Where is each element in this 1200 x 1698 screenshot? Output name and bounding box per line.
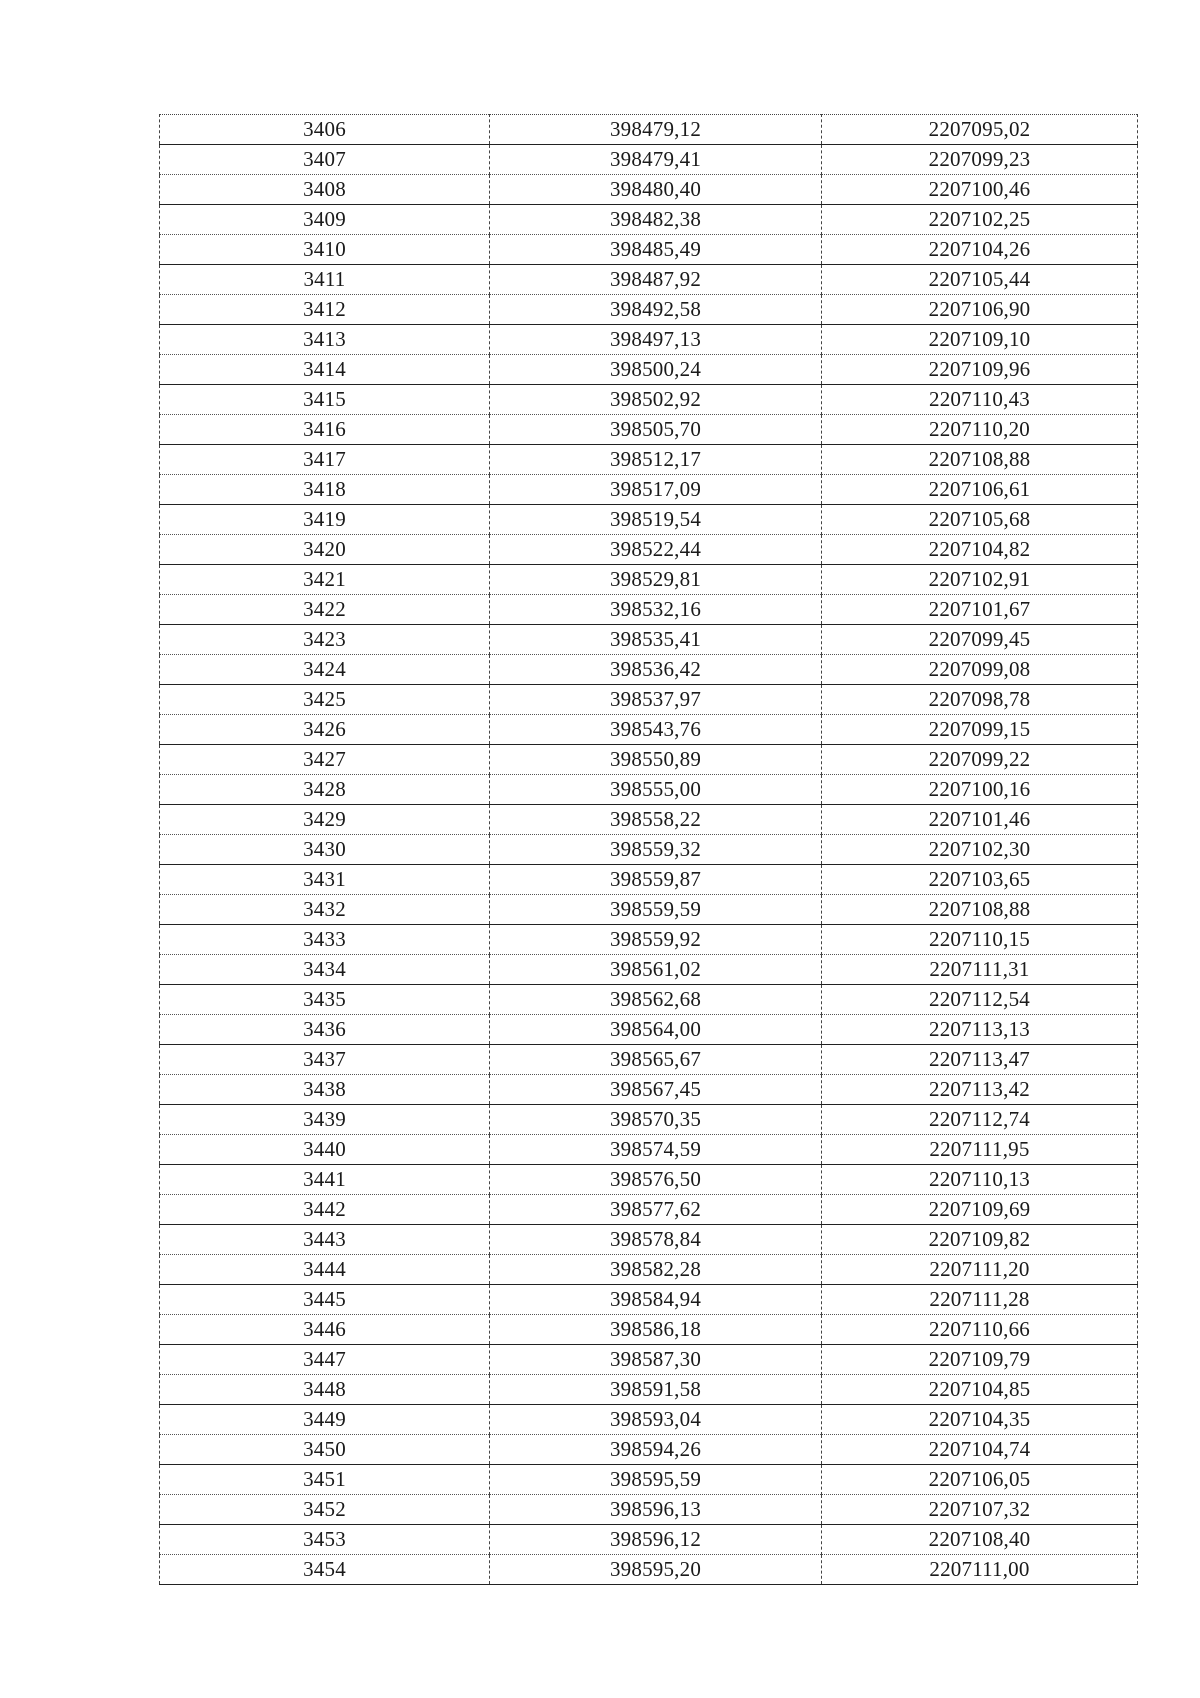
table-row	[160, 205, 1138, 235]
point-number-cell: 3447	[160, 1345, 490, 1375]
y-coordinate-cell: 2207109,69	[822, 1195, 1138, 1225]
point-number-cell: 3449	[160, 1405, 490, 1435]
table-row	[160, 685, 1138, 715]
point-number-cell: 3429	[160, 805, 490, 835]
point-number-cell: 3406	[160, 115, 490, 145]
x-coordinate-cell: 398576,50	[490, 1165, 822, 1195]
table-row	[160, 925, 1138, 955]
x-coordinate-cell: 398505,70	[490, 415, 822, 445]
coordinates-table	[159, 114, 1138, 1585]
table-row	[160, 1195, 1138, 1225]
table-row	[160, 385, 1138, 415]
x-coordinate-cell: 398591,58	[490, 1375, 822, 1405]
y-coordinate-cell: 2207109,10	[822, 325, 1138, 355]
point-number-cell: 3439	[160, 1105, 490, 1135]
point-number-cell: 3448	[160, 1375, 490, 1405]
table-row	[160, 1135, 1138, 1165]
y-coordinate-cell: 2207104,82	[822, 535, 1138, 565]
table-row	[160, 415, 1138, 445]
x-coordinate-cell: 398567,45	[490, 1075, 822, 1105]
x-coordinate-cell: 398487,92	[490, 265, 822, 295]
y-coordinate-cell: 2207099,23	[822, 145, 1138, 175]
y-coordinate-cell: 2207101,67	[822, 595, 1138, 625]
x-coordinate-cell: 398479,41	[490, 145, 822, 175]
y-coordinate-cell: 2207110,15	[822, 925, 1138, 955]
y-coordinate-cell: 2207104,35	[822, 1405, 1138, 1435]
x-coordinate-cell: 398594,26	[490, 1435, 822, 1465]
y-coordinate-cell: 2207106,61	[822, 475, 1138, 505]
table-row	[160, 595, 1138, 625]
table-row	[160, 1045, 1138, 1075]
point-number-cell: 3446	[160, 1315, 490, 1345]
x-coordinate-cell: 398512,17	[490, 445, 822, 475]
x-coordinate-cell: 398517,09	[490, 475, 822, 505]
table-row	[160, 985, 1138, 1015]
x-coordinate-cell: 398582,28	[490, 1255, 822, 1285]
y-coordinate-cell: 2207103,65	[822, 865, 1138, 895]
table-row	[160, 115, 1138, 145]
x-coordinate-cell: 398562,68	[490, 985, 822, 1015]
point-number-cell: 3411	[160, 265, 490, 295]
table-row	[160, 805, 1138, 835]
point-number-cell: 3408	[160, 175, 490, 205]
point-number-cell: 3442	[160, 1195, 490, 1225]
table-row	[160, 565, 1138, 595]
x-coordinate-cell: 398559,32	[490, 835, 822, 865]
table-row	[160, 655, 1138, 685]
x-coordinate-cell: 398543,76	[490, 715, 822, 745]
table-row	[160, 1465, 1138, 1495]
point-number-cell: 3421	[160, 565, 490, 595]
y-coordinate-cell: 2207111,20	[822, 1255, 1138, 1285]
x-coordinate-cell: 398502,92	[490, 385, 822, 415]
y-coordinate-cell: 2207108,88	[822, 895, 1138, 925]
table-row	[160, 355, 1138, 385]
point-number-cell: 3453	[160, 1525, 490, 1555]
y-coordinate-cell: 2207102,91	[822, 565, 1138, 595]
y-coordinate-cell: 2207109,96	[822, 355, 1138, 385]
table-row	[160, 1375, 1138, 1405]
x-coordinate-cell: 398595,20	[490, 1555, 822, 1585]
table-row	[160, 1285, 1138, 1315]
y-coordinate-cell: 2207109,79	[822, 1345, 1138, 1375]
table-row	[160, 445, 1138, 475]
x-coordinate-cell: 398574,59	[490, 1135, 822, 1165]
point-number-cell: 3454	[160, 1555, 490, 1585]
x-coordinate-cell: 398529,81	[490, 565, 822, 595]
table-row	[160, 475, 1138, 505]
point-number-cell: 3416	[160, 415, 490, 445]
y-coordinate-cell: 2207113,13	[822, 1015, 1138, 1045]
y-coordinate-cell: 2207108,40	[822, 1525, 1138, 1555]
x-coordinate-cell: 398537,97	[490, 685, 822, 715]
point-number-cell: 3409	[160, 205, 490, 235]
point-number-cell: 3435	[160, 985, 490, 1015]
table-row	[160, 625, 1138, 655]
x-coordinate-cell: 398500,24	[490, 355, 822, 385]
y-coordinate-cell: 2207111,00	[822, 1555, 1138, 1585]
table-row	[160, 1555, 1138, 1585]
table-row	[160, 1165, 1138, 1195]
point-number-cell: 3445	[160, 1285, 490, 1315]
y-coordinate-cell: 2207104,74	[822, 1435, 1138, 1465]
x-coordinate-cell: 398564,00	[490, 1015, 822, 1045]
point-number-cell: 3426	[160, 715, 490, 745]
table-row	[160, 865, 1138, 895]
x-coordinate-cell: 398570,35	[490, 1105, 822, 1135]
x-coordinate-cell: 398586,18	[490, 1315, 822, 1345]
x-coordinate-cell: 398559,87	[490, 865, 822, 895]
point-number-cell: 3441	[160, 1165, 490, 1195]
point-number-cell: 3414	[160, 355, 490, 385]
x-coordinate-cell: 398485,49	[490, 235, 822, 265]
y-coordinate-cell: 2207111,28	[822, 1285, 1138, 1315]
table-row	[160, 895, 1138, 925]
y-coordinate-cell: 2207099,08	[822, 655, 1138, 685]
point-number-cell: 3451	[160, 1465, 490, 1495]
point-number-cell: 3434	[160, 955, 490, 985]
x-coordinate-cell: 398593,04	[490, 1405, 822, 1435]
point-number-cell: 3436	[160, 1015, 490, 1045]
x-coordinate-cell: 398550,89	[490, 745, 822, 775]
point-number-cell: 3410	[160, 235, 490, 265]
y-coordinate-cell: 2207105,68	[822, 505, 1138, 535]
point-number-cell: 3422	[160, 595, 490, 625]
table-row	[160, 535, 1138, 565]
table-row	[160, 1435, 1138, 1465]
y-coordinate-cell: 2207098,78	[822, 685, 1138, 715]
table-row	[160, 715, 1138, 745]
y-coordinate-cell: 2207112,54	[822, 985, 1138, 1015]
point-number-cell: 3425	[160, 685, 490, 715]
y-coordinate-cell: 2207111,31	[822, 955, 1138, 985]
x-coordinate-cell: 398532,16	[490, 595, 822, 625]
point-number-cell: 3428	[160, 775, 490, 805]
table-row	[160, 175, 1138, 205]
x-coordinate-cell: 398535,41	[490, 625, 822, 655]
point-number-cell: 3452	[160, 1495, 490, 1525]
y-coordinate-cell: 2207108,88	[822, 445, 1138, 475]
point-number-cell: 3420	[160, 535, 490, 565]
point-number-cell: 3443	[160, 1225, 490, 1255]
point-number-cell: 3418	[160, 475, 490, 505]
x-coordinate-cell: 398565,67	[490, 1045, 822, 1075]
table-row	[160, 1075, 1138, 1105]
x-coordinate-cell: 398578,84	[490, 1225, 822, 1255]
x-coordinate-cell: 398559,59	[490, 895, 822, 925]
point-number-cell: 3450	[160, 1435, 490, 1465]
x-coordinate-cell: 398479,12	[490, 115, 822, 145]
y-coordinate-cell: 2207095,02	[822, 115, 1138, 145]
x-coordinate-cell: 398595,59	[490, 1465, 822, 1495]
x-coordinate-cell: 398480,40	[490, 175, 822, 205]
table-row	[160, 1105, 1138, 1135]
x-coordinate-cell: 398492,58	[490, 295, 822, 325]
point-number-cell: 3438	[160, 1075, 490, 1105]
table-row	[160, 1405, 1138, 1435]
table-row	[160, 325, 1138, 355]
table-row	[160, 1225, 1138, 1255]
y-coordinate-cell: 2207110,43	[822, 385, 1138, 415]
y-coordinate-cell: 2207109,82	[822, 1225, 1138, 1255]
table-row	[160, 235, 1138, 265]
table-row	[160, 1495, 1138, 1525]
point-number-cell: 3427	[160, 745, 490, 775]
x-coordinate-cell: 398587,30	[490, 1345, 822, 1375]
table-row	[160, 1255, 1138, 1285]
point-number-cell: 3433	[160, 925, 490, 955]
x-coordinate-cell: 398584,94	[490, 1285, 822, 1315]
point-number-cell: 3415	[160, 385, 490, 415]
x-coordinate-cell: 398522,44	[490, 535, 822, 565]
point-number-cell: 3423	[160, 625, 490, 655]
y-coordinate-cell: 2207113,42	[822, 1075, 1138, 1105]
point-number-cell: 3430	[160, 835, 490, 865]
table-row	[160, 745, 1138, 775]
y-coordinate-cell: 2207100,46	[822, 175, 1138, 205]
table-row	[160, 505, 1138, 535]
y-coordinate-cell: 2207099,15	[822, 715, 1138, 745]
point-number-cell: 3437	[160, 1045, 490, 1075]
x-coordinate-cell: 398536,42	[490, 655, 822, 685]
table-row	[160, 835, 1138, 865]
table-row	[160, 145, 1138, 175]
point-number-cell: 3444	[160, 1255, 490, 1285]
x-coordinate-cell: 398596,12	[490, 1525, 822, 1555]
y-coordinate-cell: 2207106,90	[822, 295, 1138, 325]
table-row	[160, 295, 1138, 325]
x-coordinate-cell: 398596,13	[490, 1495, 822, 1525]
point-number-cell: 3424	[160, 655, 490, 685]
table-row	[160, 1525, 1138, 1555]
y-coordinate-cell: 2207099,45	[822, 625, 1138, 655]
y-coordinate-cell: 2207099,22	[822, 745, 1138, 775]
table-row	[160, 1015, 1138, 1045]
y-coordinate-cell: 2207106,05	[822, 1465, 1138, 1495]
x-coordinate-cell: 398577,62	[490, 1195, 822, 1225]
coordinates-sheet	[159, 114, 1137, 1585]
y-coordinate-cell: 2207102,30	[822, 835, 1138, 865]
y-coordinate-cell: 2207111,95	[822, 1135, 1138, 1165]
y-coordinate-cell: 2207104,85	[822, 1375, 1138, 1405]
coordinates-table-body	[160, 115, 1138, 1585]
y-coordinate-cell: 2207110,20	[822, 415, 1138, 445]
y-coordinate-cell: 2207100,16	[822, 775, 1138, 805]
table-row	[160, 1315, 1138, 1345]
x-coordinate-cell: 398559,92	[490, 925, 822, 955]
point-number-cell: 3419	[160, 505, 490, 535]
x-coordinate-cell: 398519,54	[490, 505, 822, 535]
x-coordinate-cell: 398497,13	[490, 325, 822, 355]
y-coordinate-cell: 2207107,32	[822, 1495, 1138, 1525]
y-coordinate-cell: 2207101,46	[822, 805, 1138, 835]
y-coordinate-cell: 2207102,25	[822, 205, 1138, 235]
point-number-cell: 3412	[160, 295, 490, 325]
table-row	[160, 775, 1138, 805]
x-coordinate-cell: 398558,22	[490, 805, 822, 835]
point-number-cell: 3440	[160, 1135, 490, 1165]
point-number-cell: 3413	[160, 325, 490, 355]
point-number-cell: 3417	[160, 445, 490, 475]
y-coordinate-cell: 2207104,26	[822, 235, 1138, 265]
table-row	[160, 1345, 1138, 1375]
y-coordinate-cell: 2207110,13	[822, 1165, 1138, 1195]
y-coordinate-cell: 2207110,66	[822, 1315, 1138, 1345]
table-row	[160, 955, 1138, 985]
x-coordinate-cell: 398482,38	[490, 205, 822, 235]
point-number-cell: 3407	[160, 145, 490, 175]
y-coordinate-cell: 2207112,74	[822, 1105, 1138, 1135]
y-coordinate-cell: 2207113,47	[822, 1045, 1138, 1075]
y-coordinate-cell: 2207105,44	[822, 265, 1138, 295]
table-row	[160, 265, 1138, 295]
point-number-cell: 3431	[160, 865, 490, 895]
point-number-cell: 3432	[160, 895, 490, 925]
x-coordinate-cell: 398561,02	[490, 955, 822, 985]
x-coordinate-cell: 398555,00	[490, 775, 822, 805]
